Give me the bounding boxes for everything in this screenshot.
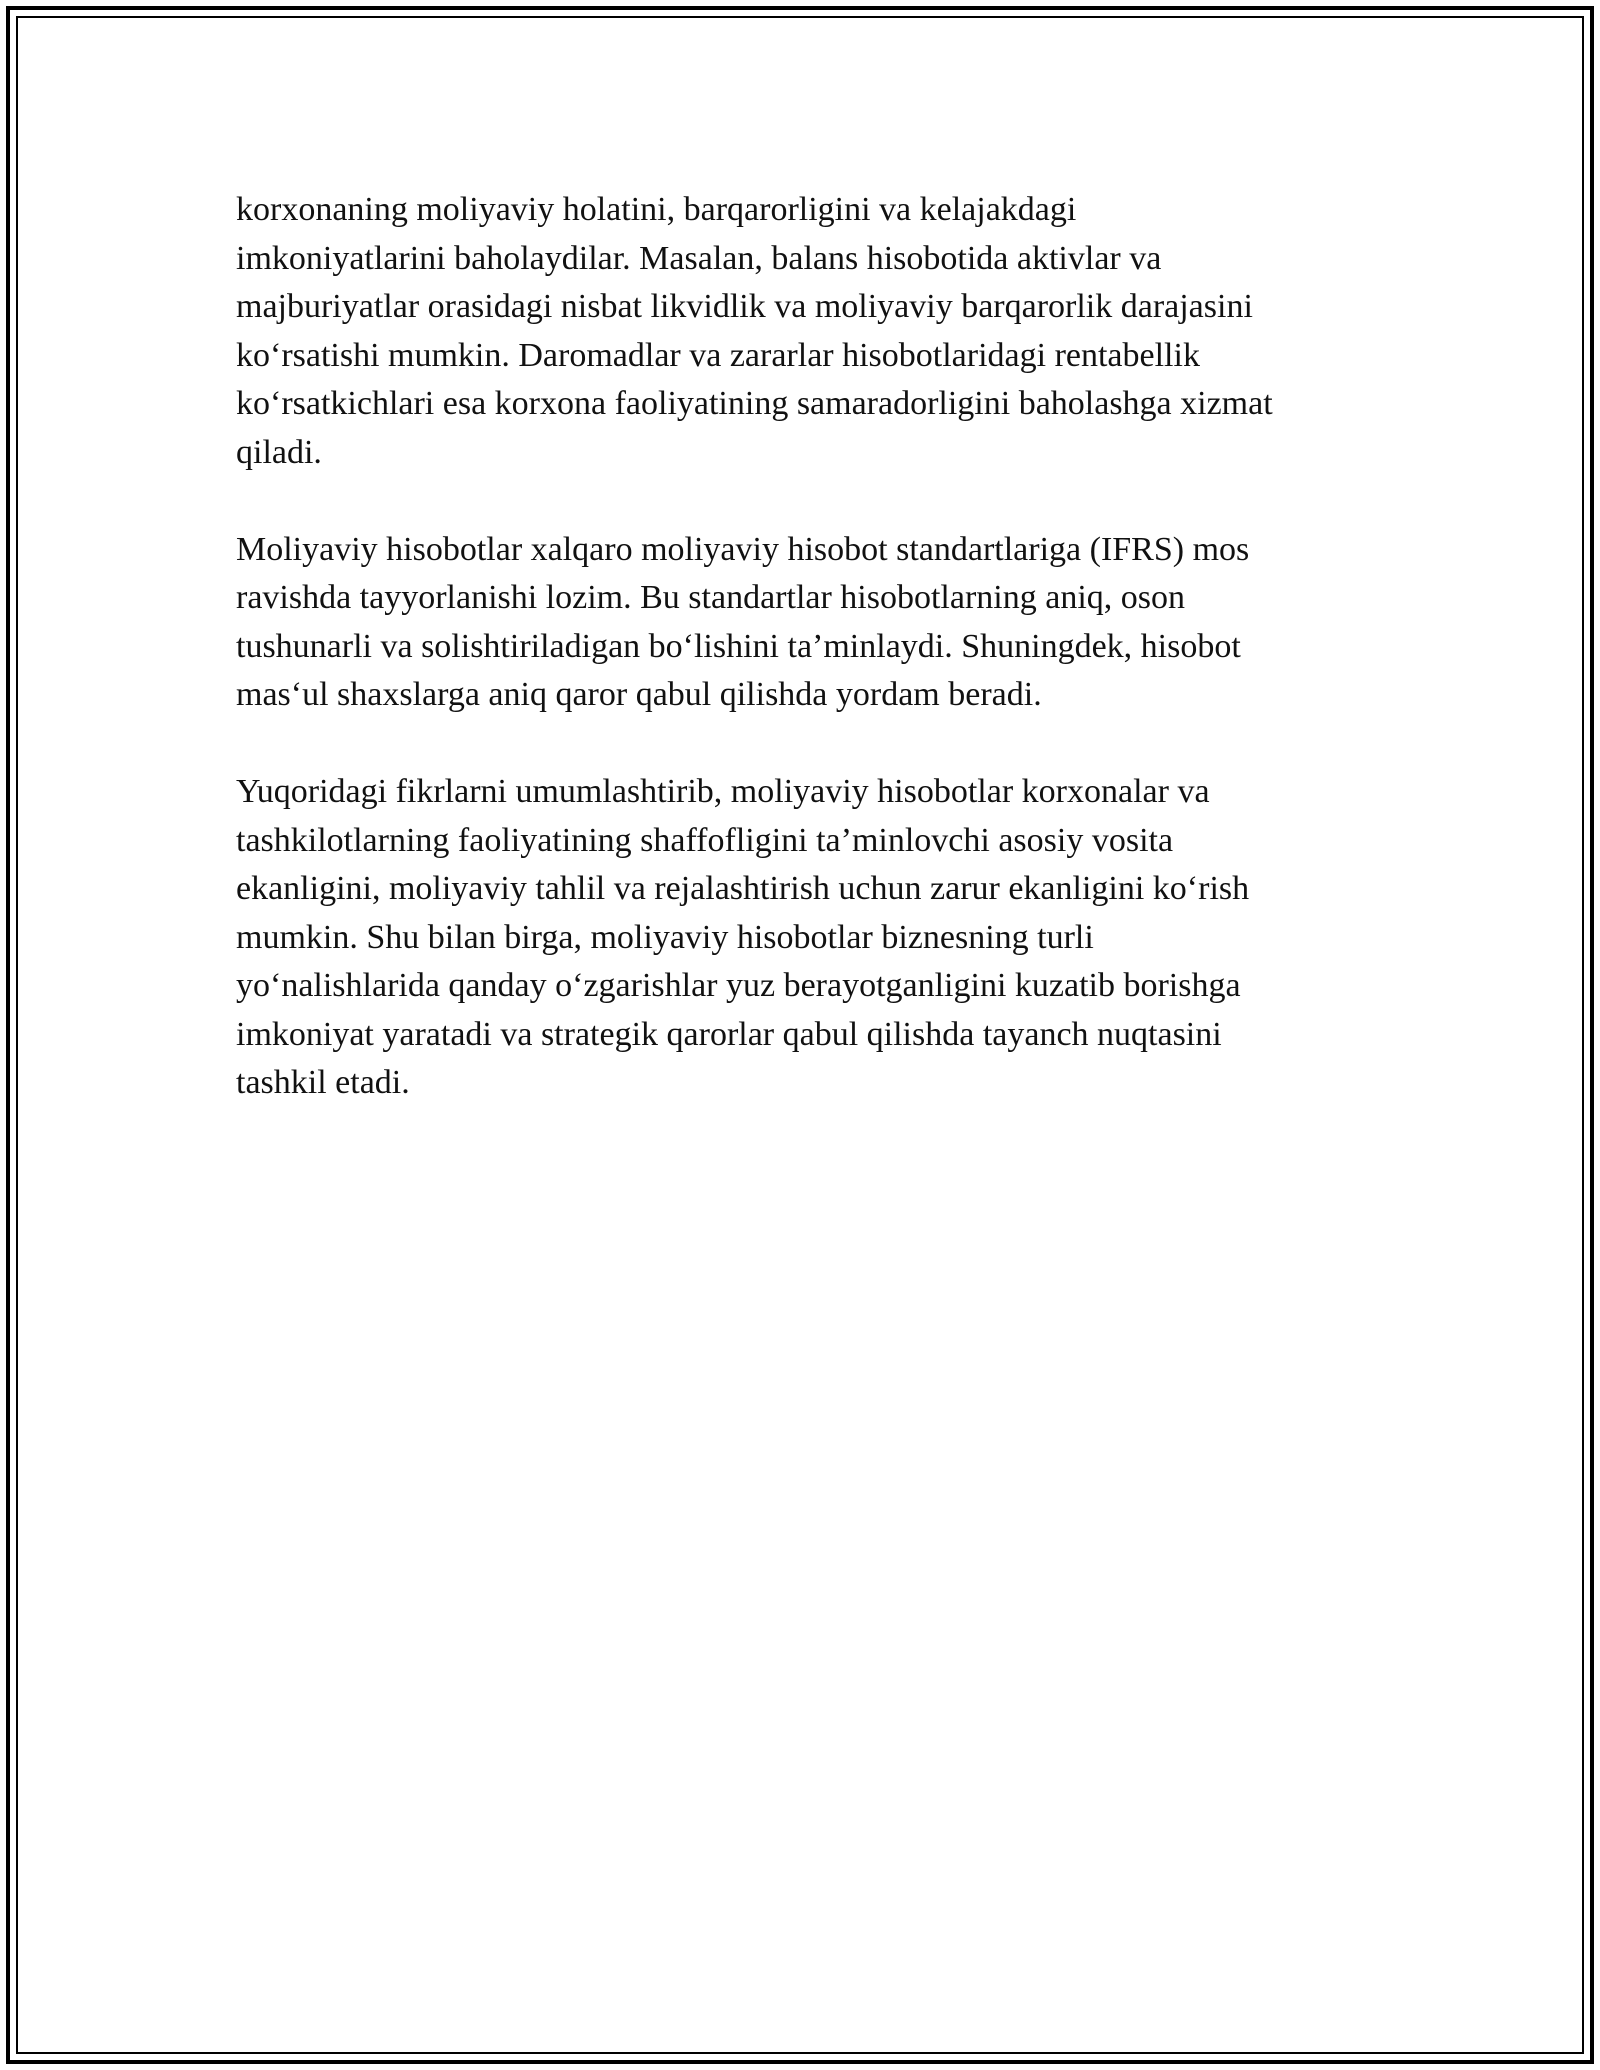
text-line: ko‘rsatkichlari esa korxona faoliyatining samaradorligini baholashga xizmat (236, 385, 1273, 422)
text-line: tashkilotlarning faoliyatining shaffofligini ta’minlovchi asosiy vosita (236, 821, 1174, 859)
text-line: majburiyatlar orasidagi nisbat likvidlik va moliyaviy barqarorlik darajasini (236, 288, 1253, 325)
text-line: tushunarli va solishtiriladigan bo‘lishini ta’minlaydi. Shuningdek, hisobot (236, 627, 1241, 665)
paragraph-2 (236, 526, 1386, 720)
text-line: yo‘nalishlarida qanday o‘zgarishlar yuz berayotganligini kuzatib borishga (236, 967, 1241, 1004)
paragraph-1 (236, 186, 1386, 477)
paragraph-3 (236, 768, 1386, 1108)
text-line: Yuqoridagi fikrlarni umumlashtirib, moliyaviy hisobotlar korxonalar va (236, 773, 1210, 810)
text-line: mas‘ul shaxslarga aniq qaror qabul qilishda yordam beradi. (236, 676, 1042, 713)
document-body (236, 186, 1386, 1156)
text-line: imkoniyatlarini baholaydilar. Masalan, balans hisobotida aktivlar va (236, 239, 1162, 277)
text-line: mumkin. Shu bilan birga, moliyaviy hisobotlar biznesning turli (236, 918, 1094, 956)
text-line: ekanligini, moliyaviy tahlil va rejalashtirish uchun zarur ekanligini ko‘rish (236, 870, 1250, 907)
text-line: imkoniyat yaratadi va strategik qarorlar qabul qilishda tayanch nuqtasini (236, 1015, 1222, 1053)
text-line: korxonaning moliyaviy holatini, barqarorligini va kelajakdagi (236, 191, 1077, 228)
text-line: tashkil etadi. (236, 1064, 410, 1101)
text-line: qiladi. (236, 433, 322, 471)
text-line: Moliyaviy hisobotlar xalqaro moliyaviy hisobot standartlariga (IFRS) mos (236, 530, 1250, 568)
text-line: ravishda tayyorlanishi lozim. Bu standartlar hisobotlarning aniq, oson (236, 579, 1185, 616)
text-line: ko‘rsatishi mumkin. Daromadlar va zararlar hisobotlaridagi rentabellik (236, 336, 1200, 374)
